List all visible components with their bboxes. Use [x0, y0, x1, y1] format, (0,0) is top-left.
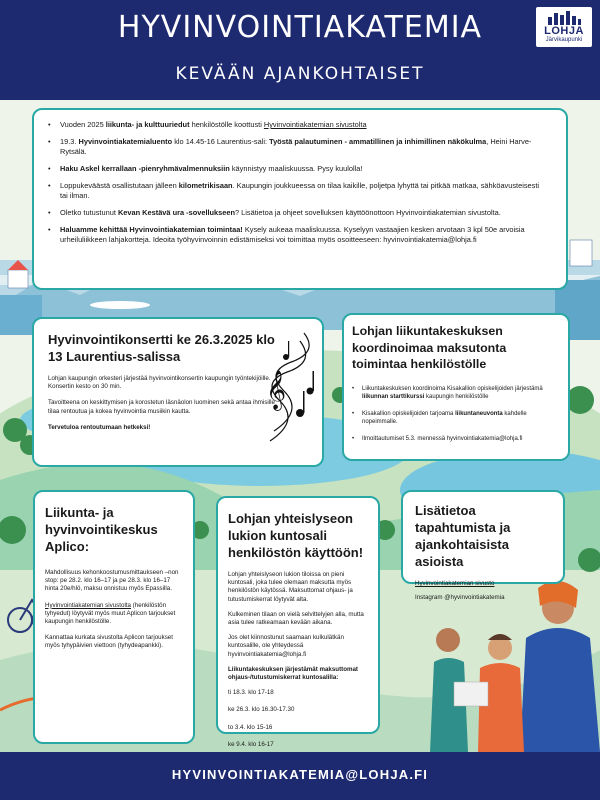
concert-text: Lohjan kaupungin orkesteri järjestää hyvinvointikonsertin kaupungin työntekijöille. Konsertin kesto on 30 min.: [48, 375, 271, 391]
aplico-text: Mahdollisuus kehonkoostumusmittaukseen –non stop: pe 28.2. klo 16–17 ja pe 28.3. klo 16–17 hinta 20e/hlö, maksu onnistuu myös Epassilla.: [45, 569, 179, 593]
news-item: • Loppukeväästä osallistutaan jälleen kilometrikisaan. Kaupungin joukkueessa on tilaa kaikille, poljetpa lyhyttä tai pitkää matkaa, sähköavusteisesti tai ilman.: [48, 181, 548, 201]
list-item: • Ilmoittautumiset 5.3. mennessä hyvinvointiakatemia@lohja.fi: [352, 435, 560, 443]
castle-icon: [546, 11, 582, 25]
akatemia-site-link[interactable]: Hyvinvointiakatemian sivustolta: [45, 601, 131, 609]
schedule-date: ke 9.4. klo 16-17: [228, 740, 274, 748]
list-item: • Kisakallion opiskelijoiden tarjoama liikuntaneuvonta kahdelle nopeimmalle.: [352, 410, 560, 426]
kuntosali-text: Jos olet kiinnostunut saamaan kulkulätkän kuntosalille, ole yhteydessä hyvinvointiakatemia@lohja.fi: [228, 634, 344, 658]
kuntosali-text: Lohjan yhteislyseon lukion tiloissa on pieni kuntosali, joka tulee olemaan maksutta myös henkilöstön käytössä. Maksuttomat ohjaus- ja tutustumiskerrat löytyvät alta.: [228, 571, 353, 603]
people-illustration: [408, 578, 600, 752]
liikuntakeskus-card: [342, 313, 570, 461]
schedule-date: ke 26.3. klo 16.30-17.30: [228, 706, 295, 714]
more-info-title: Lisätietoa tapahtumista ja ajankohtaisista asioista: [415, 503, 511, 569]
news-card: [32, 108, 568, 290]
concert-title: Hyvinvointikonsertti ke 26.3.2025 klo 13 Laurentius-salissa: [48, 332, 275, 364]
schedule-date: ti 18.3. klo 17-18: [228, 689, 274, 697]
logo-name: LOHJA: [544, 25, 584, 37]
news-item: • Haluamme kehittää Hyvinvointiakatemian toimintaa! Kysely aukeaa maaliskuussa. Kyselyyn vastaajien kesken arvotaan 3 kpl 50e arvoisia urheiluliikkeen lahjakortteja. Ideoita työhyvinvoinnin edistämiseksi voi toimittaa myös osoitteeseen: hyvinvointiakatemia@lohja.fi: [48, 225, 548, 245]
news-item: • Haku Askel kerrallaan -pienryhmävalmennuksiin käynnistyy maaliskuussa. Pysy kuulolla!: [48, 164, 548, 174]
news-list: [48, 120, 548, 245]
aplico-text: Hyvinvointiakatemian sivustolta (henkilöstön tyhyedut) löytyvät myös muut Aplicon tarjoukset kaupungin henkilöstölle.: [45, 601, 176, 626]
music-notes-icon: [260, 331, 322, 449]
kuntosali-title: Lohjan yhteislyseon lukion kuntosali henkilöstön käyttöön!: [228, 511, 364, 560]
kuntosali-card: [216, 496, 380, 748]
concert-welcome: Tervetuloa rentoutumaan hetkeksi!: [48, 423, 151, 431]
list-item: • Liikuntakeskuksen koordinoima Kisakallion opiskelijoiden järjestämä liikunnan starttikurssi kaupungin henkilöstölle: [352, 385, 560, 401]
logo-subtitle: Järvikaupunki: [545, 37, 583, 43]
liikuntakeskus-title: Lohjan liikuntakeskuksen koordinoimaa maksutonta toimintaa henkilöstölle: [352, 324, 507, 371]
header-banner: [0, 0, 600, 100]
kuntosali-text: Kulkeminen tilaan on vielä selvittelyjen alla, mutta asia tulee ratkeamaan kevään aikana.: [228, 610, 364, 627]
akatemia-site-link[interactable]: Hyvinvointiakatemian sivusto: [415, 580, 495, 587]
page-title: HYVINVOINTIAKATEMIA: [117, 10, 483, 45]
concert-text: Tavoitteena on keskittymisen ja korostetun läsnäolon luominen sekä antaa ihmisille tilaa rentoutua ja kokea hyvinvointia musiikin kautta.: [48, 399, 275, 415]
more-info-card: [401, 490, 565, 602]
aplico-card: [33, 490, 195, 744]
lohja-logo: [536, 7, 592, 47]
page-subtitle: KEVÄÄN AJANKOHTAISET: [175, 64, 425, 84]
contact-email[interactable]: HYVINVOINTIAKATEMIA@LOHJA.FI: [171, 767, 429, 782]
aplico-text: Kannattaa kurkata sivustolta Aplicon tarjoukset myös tyhypäivien viettoon (tyhydeapankki).: [45, 634, 173, 650]
kuntosali-schedule-heading: Liikuntakeskuksen järjestämät maksuttomat ohjaus-/tutustumiskerrat kuntosalilla:: [228, 665, 358, 682]
liikuntakeskus-list: [352, 385, 560, 443]
footer-banner: [0, 752, 600, 800]
schedule-date: to 3.4. klo 15-16: [228, 723, 273, 731]
aplico-title: Liikunta- ja hyvinvointikeskus Aplico:: [45, 505, 158, 554]
instagram-handle: Instagram @hyvinvointiakatemia: [415, 594, 505, 602]
news-item: • Vuoden 2025 liikunta- ja kulttuuriedut henkilöstölle koottusti Hyvinvointiakatemian sivustolta: [48, 120, 548, 130]
svg-text:𝄞: 𝄞: [266, 370, 287, 410]
news-item: • 19.3. Hyvinvointiakatemialuento klo 14.45-16 Laurentius-sali: Työstä palautuminen - ammatillinen ja inhimillinen näkökulma, Heini Harve-Rytsälä.: [48, 137, 548, 157]
news-item: • Oletko tutustunut Kevan Kestävä ura -sovellukseen? Lisätietoa ja ohjeet sovelluksen käyttöönottoon Hyvinvointiakatemian sivustolta.: [48, 208, 548, 218]
concert-card: [32, 317, 324, 467]
akatemia-site-link[interactable]: Hyvinvointiakatemian sivustolta: [263, 120, 367, 129]
